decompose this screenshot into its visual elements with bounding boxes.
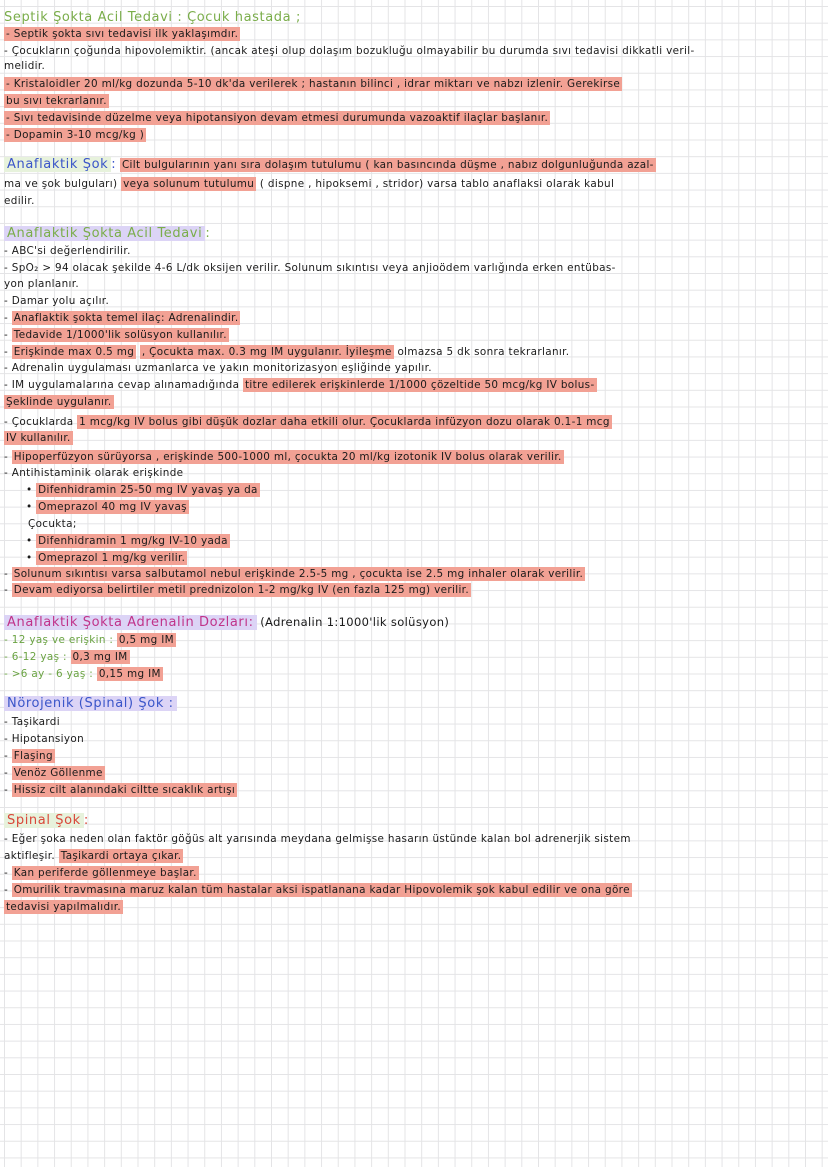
tedavi-line: - Çocuklarda 1 mcg/kg IV bolus gibi düşük dozlar daha etkili olur. Çocuklarda infüzyon dozu olarak 0.1-1 mcg: [4, 416, 610, 428]
tedavi-line: - Devam ediyorsa belirtiler metil prednizolon 1-2 mg/kg IV (en fazla 125 mg) verilir.: [4, 584, 470, 596]
spinal-line: - Eğer şoka neden olan faktör göğüs alt yarısında meydana gelmişse hasarın üstünde kalan bol adrenerjik sistem: [4, 833, 631, 845]
septik-line-1: - Septik şokta sıvı tedavisi ilk yaklaşımdır.: [6, 28, 239, 40]
norojenik-item: - Venöz Göllenme: [4, 767, 103, 779]
septik-title: Septik Şokta Acil Tedavi: [4, 10, 173, 25]
adrenalin-row: - >6 ay - 6 yaş : 0,15 mg IM: [4, 668, 161, 680]
tedavi-bullet: • Omeprazol 1 mg/kg verilir.: [26, 552, 186, 564]
tedavi-line: - Hipoperfüzyon sürüyorsa , erişkinde 500-1000 ml, çocukta 20 ml/kg izotonik IV bolus olarak verilir.: [4, 451, 562, 463]
adrenalin-row: - 6-12 yaş : 0,3 mg IM: [4, 651, 128, 663]
spinal-line: tedavisi yapılmalıdır.: [6, 901, 122, 913]
tedavi-line: - Damar yolu açılır.: [4, 295, 110, 307]
tedavi-line: - Adrenalin uygulaması uzmanlarca ve yakın monitorizasyon eşliğinde yapılır.: [4, 362, 432, 374]
tedavi-subhead: Çocukta;: [28, 518, 77, 530]
tedavi-bullet: • Difenhidramin 25-50 mg IV yavaş ya da: [26, 484, 258, 496]
tedavi-line: IV kullanılır.: [6, 432, 71, 444]
tedavi-line: - Antihistaminik olarak erişkinde: [4, 467, 184, 479]
septik-subtitle: : Çocuk hastada ;: [177, 10, 301, 25]
anaflaktik-def-line-3: edilir.: [4, 195, 35, 207]
tedavi-line: - Solunum sıkıntısı varsa salbutamol nebul erişkinde 2.5-5 mg , çocukta ise 2.5 mg inhaler olarak verilir.: [4, 568, 584, 580]
spinal-line: - Kan periferde göllenmeye başlar.: [4, 867, 197, 879]
septik-heading: [4, 10, 301, 26]
adrenalin-row: - 12 yaş ve erişkin : 0,5 mg IM: [4, 634, 174, 646]
spinal-line: aktifleşir. Taşikardi ortaya çıkar.: [4, 850, 182, 862]
septik-line-2: - Çocukların çoğunda hipovolemiktir. (ancak ateşi olup dolaşım bozukluğu olmayabilir bu durumda sıvı tedavisi dikkatli veril-: [4, 45, 695, 57]
anaflaktik-def-line-1: Anaflaktik Şok : Cilt bulgularının yanı sıra dolaşım tutulumu ( kan basıncında düşme , nabız dolgunluğunda azal-: [4, 157, 656, 173]
septik-line-7: - Dopamin 3-10 mcg/kg ): [6, 129, 145, 141]
anaflaktik-def-line-2: ma ve şok bulguları) veya solunum tutulumu ( dispne , hipoksemi , stridor) varsa tablo anaflaksi olarak kabul: [4, 178, 615, 190]
septik-line-6: - Sıvı tedavisinde düzelme veya hipotansiyon devam etmesi durumunda vazoaktif ilaçlar başlanır.: [6, 112, 549, 124]
tedavi-line: - ABC'si değerlendirilir.: [4, 245, 131, 257]
tedavi-line: - IM uygulamalarına cevap alınamadığında titre edilerek erişkinlerde 1/1000 çözeltide 50 mcg/kg IV bolus-: [4, 379, 595, 391]
tedavi-line: Şeklinde uygulanır.: [6, 396, 112, 408]
spinal-line: - Omurilik travmasına maruz kalan tüm hastalar aksi ispatlanana kadar Hipovolemik şok kabul edilir ve ona göre: [4, 884, 630, 896]
tedavi-line: - Erişkinde max 0.5 mg , Çocukta max. 0.3 mg IM uygulanır. İyileşme olmazsa 5 dk sonra tekrarlanır.: [4, 346, 570, 358]
septik-line-4: - Kristaloidler 20 ml/kg dozunda 5-10 dk'da verilerek ; hastanın bilinci , idrar miktarı ve nabzı izlenir. Gerekirse: [6, 78, 621, 90]
norojenik-heading: Nörojenik (Spinal) Şok :: [4, 696, 177, 712]
tedavi-bullet: • Difenhidramin 1 mg/kg IV-10 yada: [26, 535, 228, 547]
septik-line-5: bu sıvı tekrarlanır.: [6, 95, 107, 107]
spinal-heading: Spinal Şok :: [4, 813, 89, 829]
norojenik-item: - Flaşing: [4, 750, 53, 762]
tedavi-line: - SpO₂ > 94 olacak şekilde 4-6 L/dk oksijen verilir. Solunum sıkıntısı veya anjioödem varlığında erken entübas-: [4, 262, 616, 274]
tedavi-line: yon planlanır.: [4, 278, 80, 290]
septik-line-3: melidir.: [4, 60, 46, 72]
tedavi-bullet: • Omeprazol 40 mg IV yavaş: [26, 501, 187, 513]
norojenik-item: - Hissiz cilt alanındaki ciltte sıcaklık artışı: [4, 784, 236, 796]
anaflaktik-title: Anaflaktik Şok: [4, 157, 111, 172]
adrenalin-heading: Anaflaktik Şokta Adrenalin Dozları: (Adrenalin 1:1000'lik solüsyon): [4, 614, 449, 631]
tedavi-line: - Tedavide 1/1000'lik solüsyon kullanılır.: [4, 329, 227, 341]
norojenik-item: - Hipotansiyon: [4, 733, 85, 745]
anaflaktik-tedavi-heading: Anaflaktik Şokta Acil Tedavi :: [4, 226, 210, 242]
norojenik-item: - Taşikardi: [4, 716, 60, 728]
tedavi-line: - Anaflaktik şokta temel ilaç: Adrenalindir.: [4, 312, 239, 324]
